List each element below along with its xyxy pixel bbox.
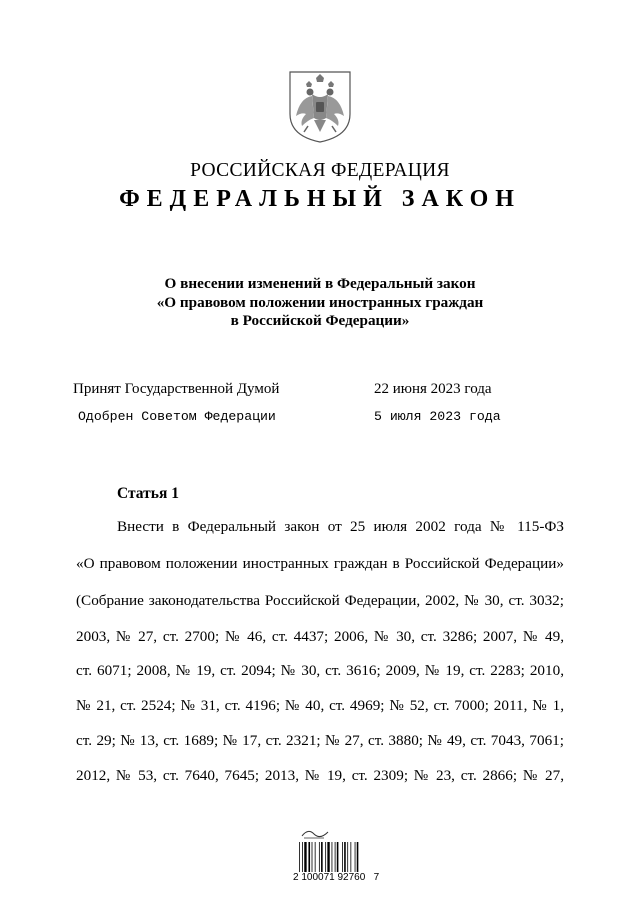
article-text-line: ст. 29; № 13, ст. 1689; № 17, ст. 2321; № 27, ст. 3880; № 49, ст. 7043, 7061;: [76, 732, 564, 749]
country-name: РОССИЙСКАЯ ФЕДЕРАЦИЯ: [190, 160, 450, 181]
article-text-line: Внести в Федеральный закон от 25 июля 2002 года № 115-ФЗ: [117, 518, 564, 535]
article-text-line: «О правовом положении иностранных граждан в Российской Федерации»: [76, 555, 564, 572]
council-approval-label: Одобрен Советом Федерации: [78, 409, 276, 424]
law-type-heading: ФЕДЕРАЛЬНЫЙ ЗАКОН: [119, 186, 521, 212]
duma-adoption-date: 22 июня 2023 года: [374, 381, 492, 397]
article-text-line: 2012, № 53, ст. 7640, 7645; 2013, № 19, ст. 2309; № 23, ст. 2866; № 27,: [76, 767, 564, 784]
council-approval-date: 5 июля 2023 года: [374, 409, 501, 424]
barcode-number: 2 100071 92760 7: [293, 872, 380, 883]
article-text-line: (Собрание законодательства Российской Федерации, 2002, № 30, ст. 3032;: [76, 592, 564, 609]
duma-adoption-label: Принят Государственной Думой: [73, 381, 280, 397]
stamp-mark-icon: [300, 826, 330, 840]
article-text-line: 2003, № 27, ст. 2700; № 46, ст. 4437; 2006, № 30, ст. 3286; 2007, № 49,: [76, 628, 564, 645]
barcode: [298, 842, 378, 872]
article-text-line: ст. 6071; 2008, № 19, ст. 2094; № 30, ст. 3616; 2009, № 19, ст. 2283; 2010,: [76, 662, 564, 679]
law-title-line: О внесении изменений в Федеральный закон: [164, 275, 476, 292]
law-title-line: «О правовом положении иностранных граждан: [156, 293, 484, 311]
law-title-line: в Российской Федерации»: [230, 312, 410, 329]
law-title: [0, 275, 640, 331]
coat-of-arms-emblem: [286, 70, 354, 144]
article-heading: Статья 1: [117, 485, 179, 502]
article-text-line: № 21, ст. 2524; № 31, ст. 4196; № 40, ст. 4969; № 52, ст. 7000; 2011, № 1,: [76, 697, 564, 714]
